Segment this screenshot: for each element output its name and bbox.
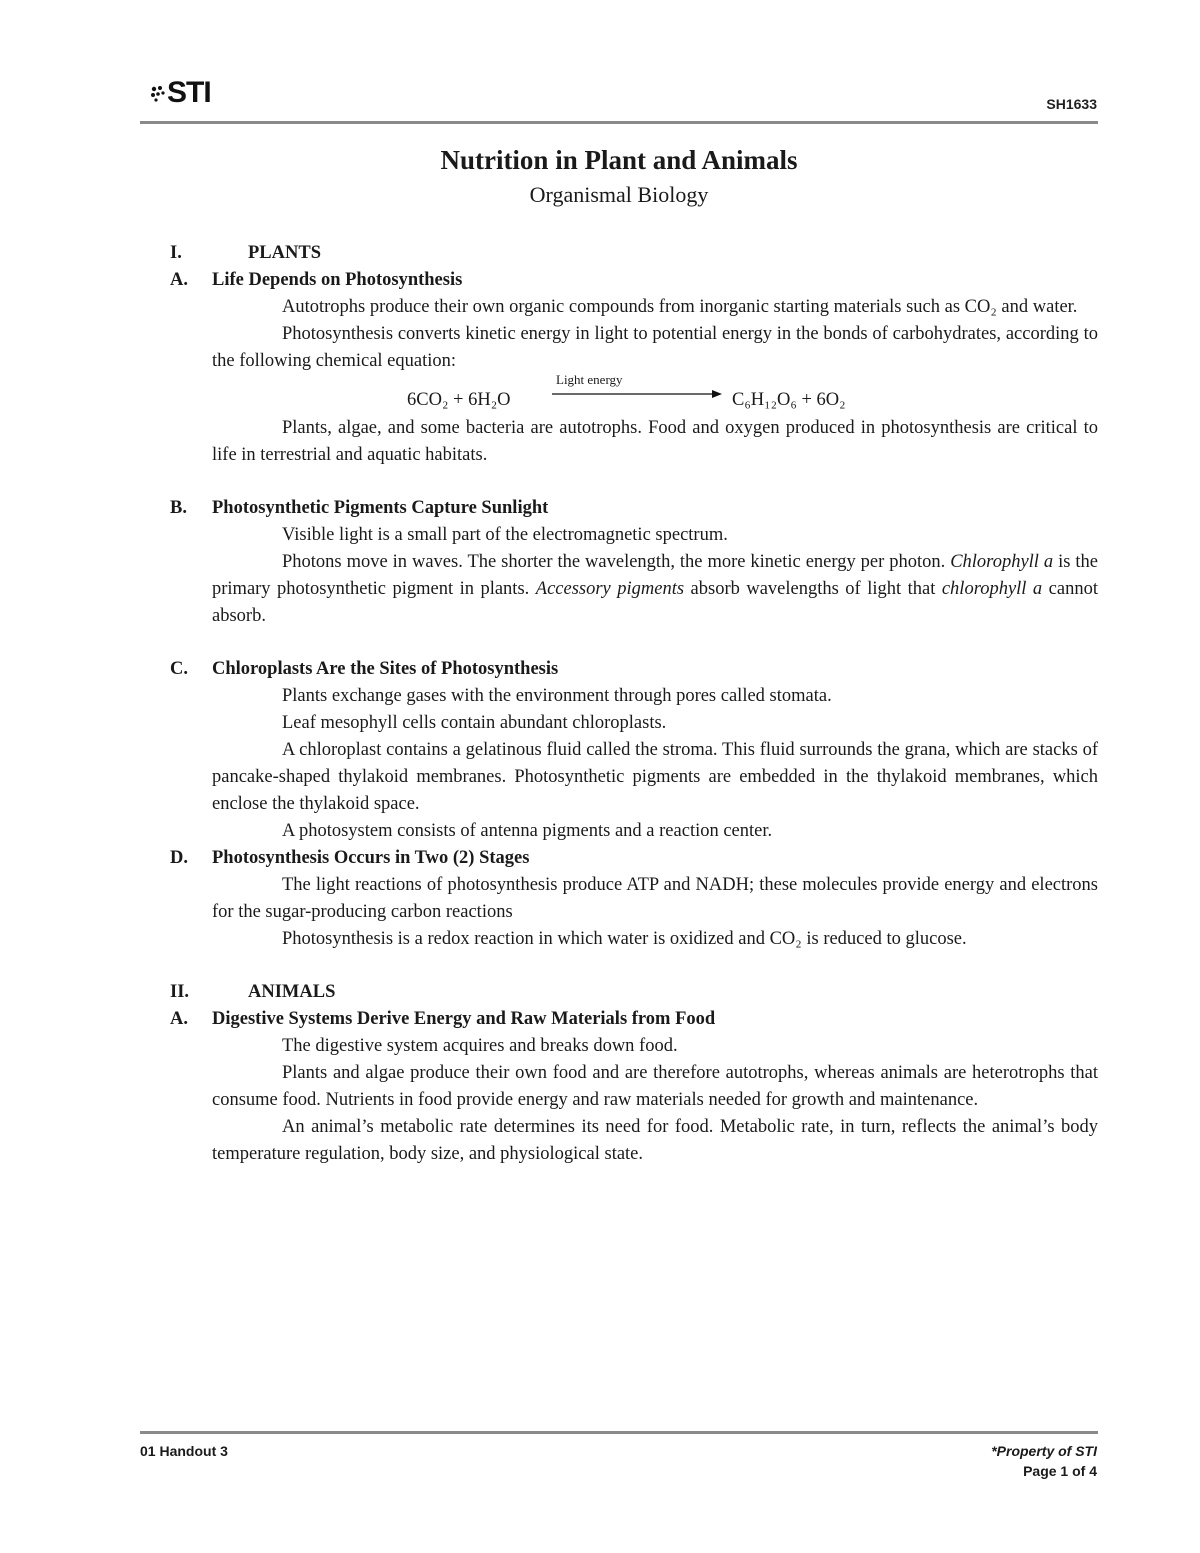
equation-reactants: 6CO₂ + 6H₂O (407, 390, 511, 410)
paragraph: Plants, algae, and some bacteria are autotrophs. Food and oxygen produced in photosynthesis are critical to life in terrestrial and aquatic habitats. (212, 418, 1098, 465)
paragraph: Plants and algae produce their own food and are therefore autotrophs, whereas animals are heterotrophs that consume food. Nutrients in food provide energy and raw materials needed for growth and maintenance. (212, 1063, 1098, 1110)
subsection-title: Chloroplasts Are the Sites of Photosynthesis (212, 659, 559, 679)
paragraph: Visible light is a small part of the electromagnetic spectrum. (282, 525, 728, 545)
equation-products: C₆H₁₂O₆ + 6O₂ (732, 390, 846, 410)
term-chlorophyll-a: Chlorophyll a (950, 552, 1054, 572)
subsection-title: Digestive Systems Derive Energy and Raw Materials from Food (212, 1009, 716, 1029)
footer-divider (140, 1431, 1098, 1434)
subsection-letter: D. (170, 848, 188, 868)
page-number: Page 1 of 4 (1023, 1463, 1097, 1479)
paragraph: A chloroplast contains a gelatinous fluid called the stroma. This fluid surrounds the grana, which are stacks of pancake-shaped thylakoid membranes. Photosynthetic pigments are embedded in the thylakoid membranes, which enclose the thylakoid space. (212, 740, 1098, 814)
subsection-heading (170, 845, 1098, 872)
title-block (140, 142, 1098, 212)
section-number: I. (170, 243, 182, 263)
subsection-title: Photosynthetic Pigments Capture Sunlight (212, 498, 549, 518)
subsection-heading (170, 267, 1098, 294)
subsection-title: Photosynthesis Occurs in Two (2) Stages (212, 848, 530, 868)
subsection-letter: A. (170, 1009, 188, 1029)
term-chlorophyll-a: chlorophyll a (941, 579, 1043, 599)
document-body (170, 240, 1098, 1168)
section-plants-heading (170, 240, 1098, 267)
sti-logo-mark-icon (150, 85, 166, 103)
equation-arrow-label: Light energy (556, 372, 623, 387)
subsection-heading (170, 656, 1098, 683)
section-number: II. (170, 982, 190, 1002)
paragraph: Photosynthesis converts kinetic energy in light to potential energy in the bonds of carbohydrates, according to the following chemical equation: (212, 324, 1098, 371)
paragraph: Photosynthesis is a redox reaction in which water is oxidized and CO₂ is reduced to glucose. (282, 929, 967, 949)
property-notice: *Property of STI (991, 1443, 1097, 1459)
subsection-letter: B. (170, 498, 187, 518)
paragraph: A photosystem consists of antenna pigments and a reaction center. (282, 821, 773, 841)
handout-label: 01 Handout 3 (140, 1443, 228, 1459)
paragraph: Photons move in waves. The shorter the wavelength, the more kinetic energy per photon. Chlorophyll a is the primary photosynthetic pigment in plants. Accessory pigments absorb wavelengths of light that chlorophyll a cannot absorb. (212, 552, 1098, 626)
page-title: Nutrition in Plant and Animals (440, 145, 798, 175)
paragraph: Plants exchange gases with the environment through pores called stomata. (282, 686, 832, 706)
reaction-arrow-icon (552, 381, 722, 405)
page-subtitle: Organismal Biology (529, 182, 709, 207)
section-animals-heading (170, 979, 1098, 1006)
paragraph: Leaf mesophyll cells contain abundant chloroplasts. (282, 713, 667, 733)
photosynthesis-equation (212, 372, 1098, 415)
document-code: SH1633 (1046, 96, 1097, 112)
section-title: PLANTS (248, 243, 321, 263)
subsection-letter: C. (170, 659, 188, 679)
logo-text: STI (167, 76, 211, 109)
paragraph: An animal’s metabolic rate determines its need for food. Metabolic rate, in turn, reflects the animal’s body temperature regulation, body size, and physiological state. (212, 1117, 1098, 1164)
paragraph: The light reactions of photosynthesis produce ATP and NADH; these molecules provide energy and electrons for the sugar-producing carbon reactions (212, 875, 1098, 922)
term-accessory-pigments: Accessory pigments (535, 579, 685, 599)
header-divider (140, 121, 1098, 124)
paragraph: Autotrophs produce their own organic compounds from inorganic starting materials such as CO₂ and water. (282, 297, 1078, 317)
section-title: ANIMALS (248, 982, 336, 1002)
subsection-heading (170, 1006, 1098, 1033)
subsection-title: Life Depends on Photosynthesis (212, 270, 463, 290)
footer-info (991, 1441, 1097, 1481)
subsection-letter: A. (170, 270, 188, 290)
sti-logo (150, 76, 211, 110)
paragraph: The digestive system acquires and breaks down food. (282, 1036, 678, 1056)
subsection-heading (170, 495, 1098, 522)
